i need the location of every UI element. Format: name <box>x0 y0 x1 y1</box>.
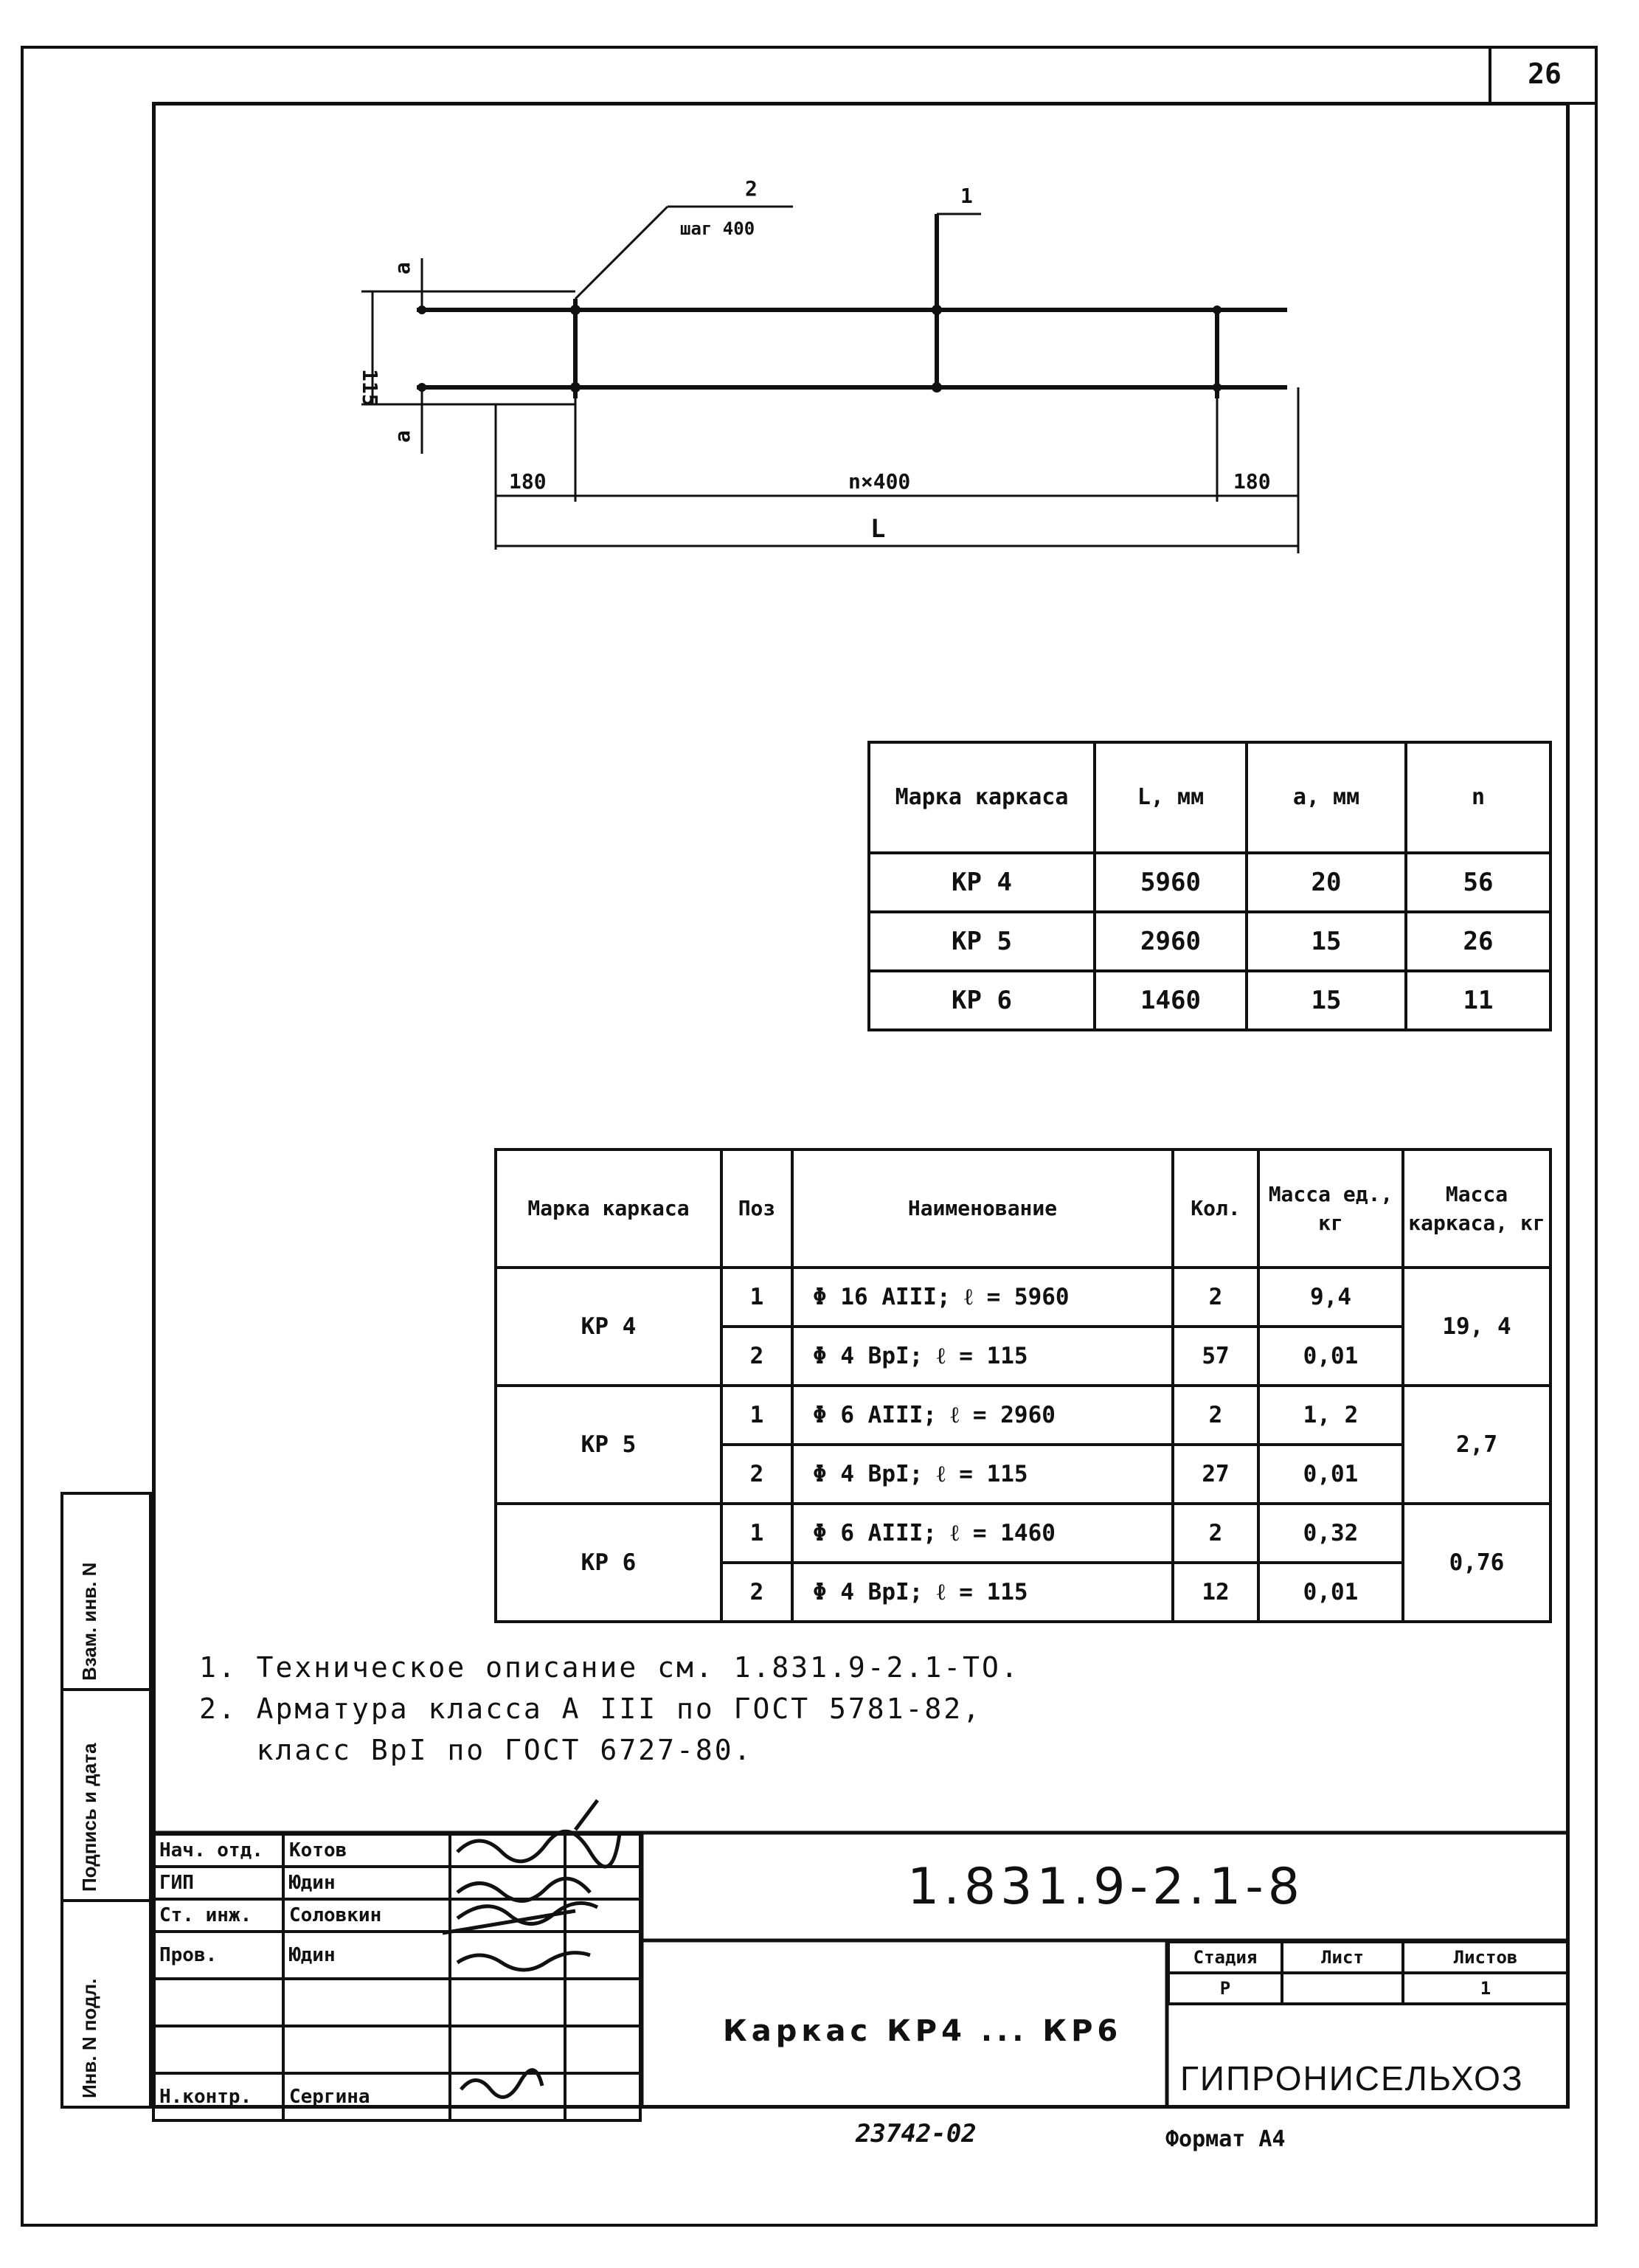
sheet-header: Лист <box>1282 1942 1403 1973</box>
t1-cell: 11 <box>1406 971 1550 1030</box>
person: Юдин <box>283 1932 450 1979</box>
dim-step: n×400 <box>848 469 911 494</box>
callout-2-text: шаг 400 <box>680 218 755 239</box>
table-row <box>1168 1942 1568 1973</box>
role: ГИП <box>153 1867 283 1899</box>
dim-height: 115 <box>358 369 382 407</box>
role: Нач. отд. <box>153 1834 283 1867</box>
t2-total: 0,76 <box>1403 1504 1550 1622</box>
sheet-value <box>1282 1973 1403 2004</box>
t1-cell: 15 <box>1247 912 1406 971</box>
t2-cell: 2 <box>1173 1504 1258 1563</box>
note-2: 2. Арматура класса А III по ГОСТ 5781-82, <box>199 1693 982 1725</box>
note-3: класс ВрI по ГОСТ 6727-80. <box>199 1734 753 1766</box>
t2-header-unit-mass: Масса ед., кг <box>1258 1149 1403 1268</box>
side-label-signature: Подпись и дата <box>78 1743 100 1892</box>
t2-header-qty: Кол. <box>1173 1149 1258 1268</box>
role: Н.контр. <box>153 2073 283 2120</box>
t2-total: 19, 4 <box>1403 1268 1550 1386</box>
t2-cell: Φ 4 ВрI; ℓ = 115 <box>792 1327 1173 1386</box>
person: Сергина <box>283 2073 450 2120</box>
t1-cell: 26 <box>1406 912 1550 971</box>
t1-cell: 5960 <box>1095 853 1247 912</box>
t2-cell: Φ 4 ВрI; ℓ = 115 <box>792 1445 1173 1504</box>
t1-cell: 2960 <box>1095 912 1247 971</box>
t2-mark: КР 5 <box>496 1386 721 1504</box>
t2-cell: 2 <box>1173 1268 1258 1327</box>
t2-cell: 2 <box>1173 1386 1258 1445</box>
drawing-title: Каркас КР4 ... КР6 <box>723 2014 1123 2048</box>
dim-right-180: 180 <box>1233 469 1271 494</box>
t2-cell: 27 <box>1173 1445 1258 1504</box>
t2-cell: Φ 16 АIII; ℓ = 5960 <box>792 1268 1173 1327</box>
side-label-replacement: Взам. инв. N <box>78 1562 100 1681</box>
person: Юдин <box>283 1867 450 1899</box>
dim-total-L: L <box>870 514 886 544</box>
callout-1-number: 1 <box>960 184 973 208</box>
role: Ст. инж. <box>153 1899 283 1932</box>
t1-header-n: n <box>1406 742 1550 853</box>
note-1: 1. Техническое описание см. 1.831.9-2.1-ТО. <box>199 1651 1020 1684</box>
stage-table <box>1167 1940 1570 2005</box>
format-label: Формат А4 <box>1165 2126 1286 2152</box>
t2-cell: 0,01 <box>1258 1445 1403 1504</box>
t2-cell: 2 <box>721 1327 792 1386</box>
t2-cell: 1 <box>721 1504 792 1563</box>
t2-cell: 12 <box>1173 1563 1258 1622</box>
t2-cell: 1, 2 <box>1258 1386 1403 1445</box>
t2-cell: Φ 6 АIII; ℓ = 2960 <box>792 1386 1173 1445</box>
t2-cell: 9,4 <box>1258 1268 1403 1327</box>
t2-cell: Φ 6 АIII; ℓ = 1460 <box>792 1504 1173 1563</box>
person: Котов <box>283 1834 450 1867</box>
stage-header: Стадия <box>1168 1942 1282 1973</box>
t2-cell: 2 <box>721 1563 792 1622</box>
role: Пров. <box>153 1932 283 1979</box>
dim-a-top: a <box>390 262 415 274</box>
t1-cell: 56 <box>1406 853 1550 912</box>
t2-header-pos: Поз <box>721 1149 792 1268</box>
side-label-inventory: Инв. N подл. <box>78 1978 100 2098</box>
t2-cell: 1 <box>721 1386 792 1445</box>
organization-name: ГИПРОНИСЕЛЬХОЗ <box>1180 2059 1524 2098</box>
t2-cell: Φ 4 ВрI; ℓ = 115 <box>792 1563 1173 1622</box>
t1-cell: КР 6 <box>869 971 1095 1030</box>
t1-header-L: L, мм <box>1095 742 1247 853</box>
t1-cell: КР 5 <box>869 912 1095 971</box>
dim-a-bottom: a <box>390 430 415 443</box>
t2-header-name: Наименование <box>792 1149 1173 1268</box>
page-number: 26 <box>1489 46 1598 105</box>
table-row <box>1168 1973 1568 2004</box>
dim-left-180: 180 <box>509 469 547 494</box>
t2-cell: 2 <box>721 1445 792 1504</box>
t2-cell: 0,01 <box>1258 1327 1403 1386</box>
t1-cell: 1460 <box>1095 971 1247 1030</box>
t1-header-mark: Марка каркаса <box>869 742 1095 853</box>
t2-total: 2,7 <box>1403 1386 1550 1504</box>
person: Соловкин <box>283 1899 450 1932</box>
stage-value: Р <box>1168 1973 1282 2004</box>
t2-header-cage-mass: Масса каркаса, кг <box>1403 1149 1550 1268</box>
t2-header-mark: Марка каркаса <box>496 1149 721 1268</box>
t2-cell: 0,32 <box>1258 1504 1403 1563</box>
t1-cell: 20 <box>1247 853 1406 912</box>
t2-cell: 57 <box>1173 1327 1258 1386</box>
callout-2-number: 2 <box>745 176 758 201</box>
t2-cell: 1 <box>721 1268 792 1327</box>
document-code: 1.831.9-2.1-8 <box>907 1858 1305 1916</box>
t2-mark: КР 6 <box>496 1504 721 1622</box>
t1-cell: КР 4 <box>869 853 1095 912</box>
archive-number: 23742-02 <box>856 2119 977 2148</box>
sheets-value: 1 <box>1403 1973 1568 2004</box>
t2-mark: КР 4 <box>496 1268 721 1386</box>
sheets-header: Листов <box>1403 1942 1568 1973</box>
t2-cell: 0,01 <box>1258 1563 1403 1622</box>
t1-header-a: a, мм <box>1247 742 1406 853</box>
t1-cell: 15 <box>1247 971 1406 1030</box>
